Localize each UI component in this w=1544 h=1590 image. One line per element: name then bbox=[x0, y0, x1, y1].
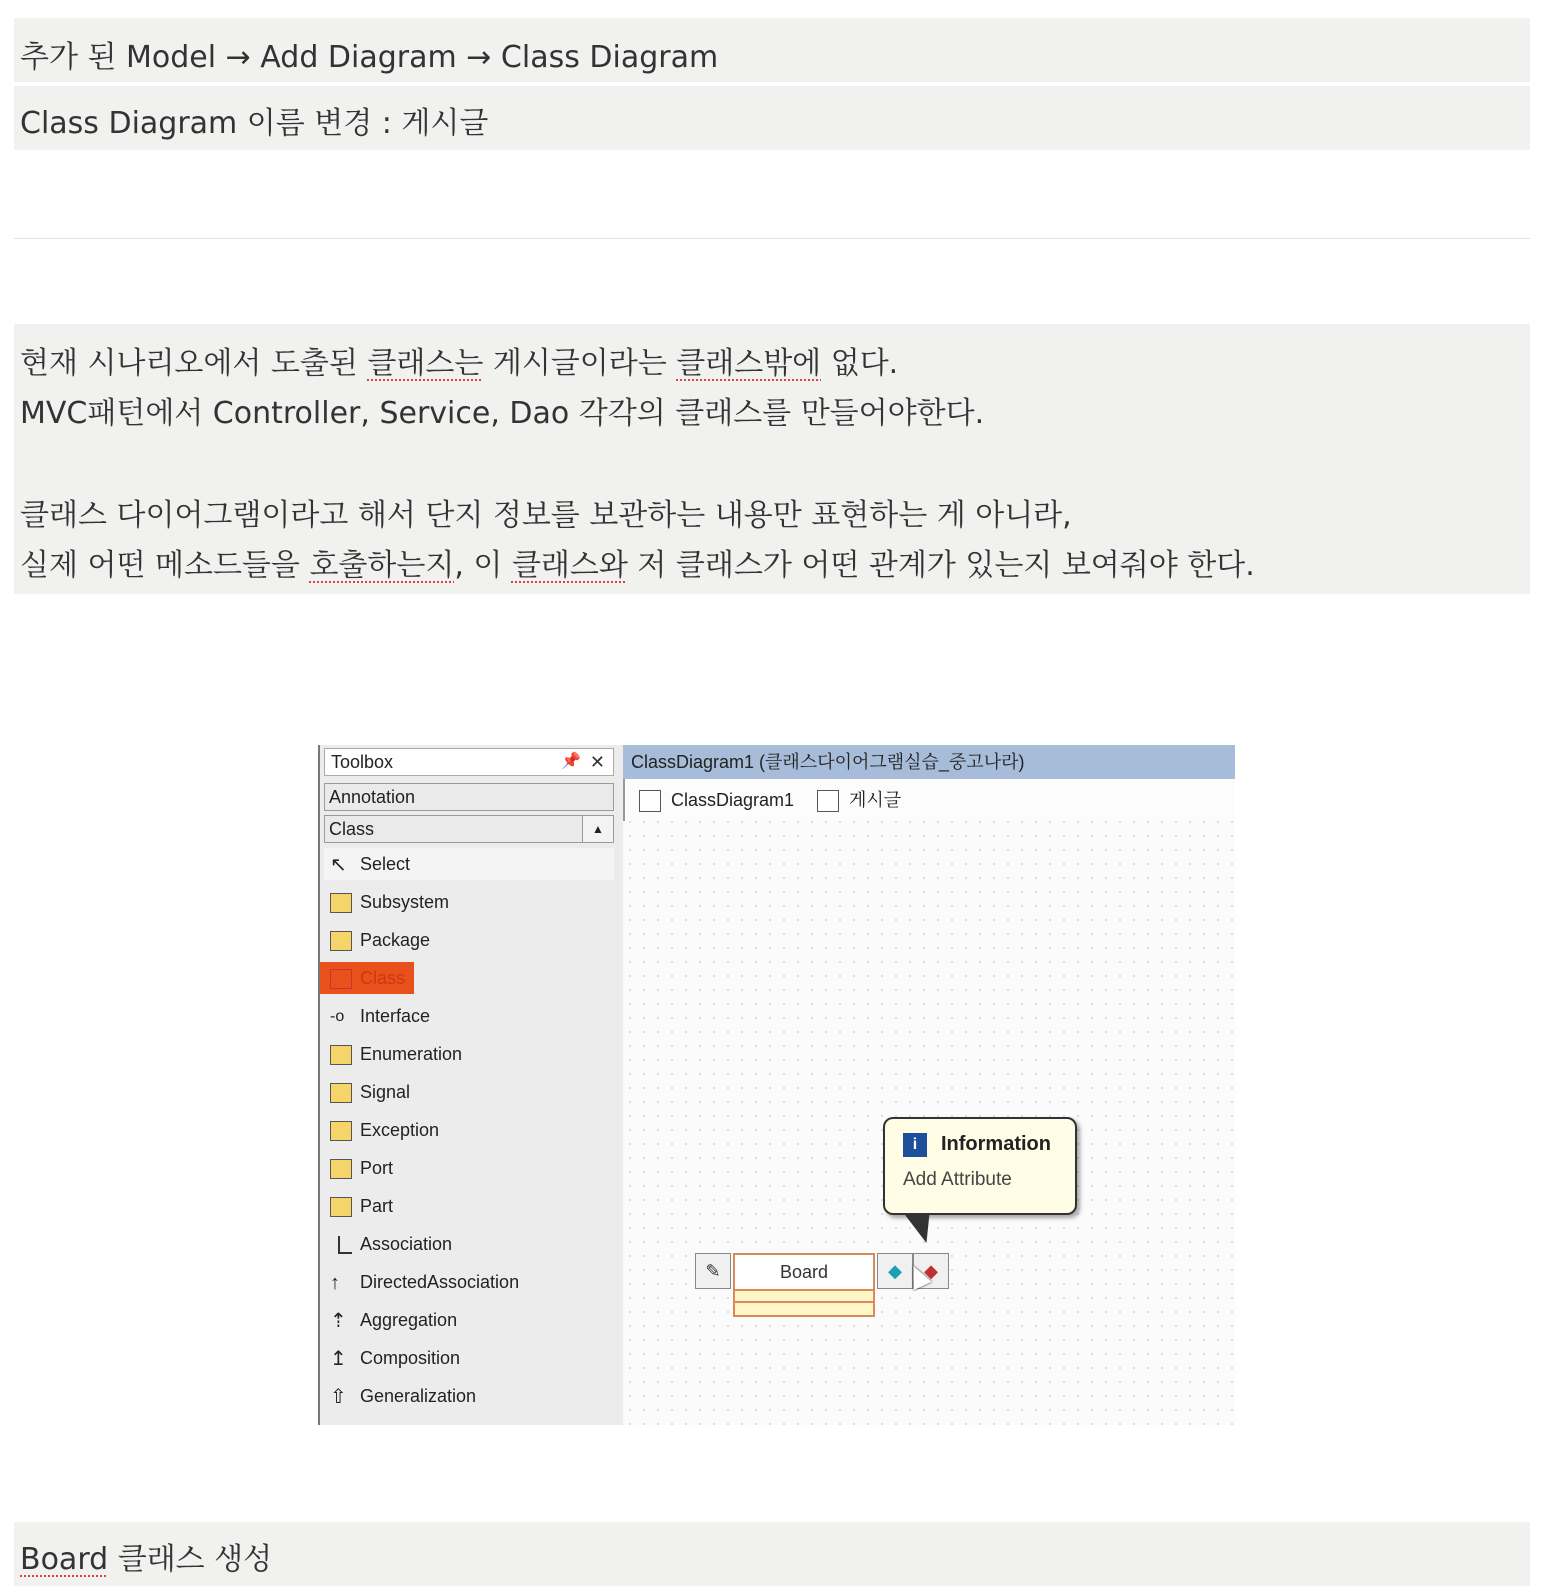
tool-association[interactable] bbox=[330, 1228, 452, 1260]
tool-label: Class bbox=[360, 968, 406, 988]
footer-note bbox=[14, 1522, 1530, 1586]
text-segment: , 이 bbox=[454, 548, 512, 583]
class-icon bbox=[330, 969, 352, 989]
group-label: Annotation bbox=[329, 787, 416, 807]
aggregation-icon: ⇡ bbox=[330, 1310, 347, 1333]
diagram-icon bbox=[817, 790, 839, 812]
tool-label: Association bbox=[360, 1234, 453, 1254]
tool-generalization[interactable] bbox=[330, 1380, 476, 1412]
class-edit-button[interactable] bbox=[695, 1253, 731, 1289]
toolbox-group-class[interactable] bbox=[324, 815, 614, 843]
tool-label: Signal bbox=[360, 1082, 411, 1102]
text-segment: 현재 시나리오에서 도출된 bbox=[20, 346, 368, 381]
tab-label: 게시글 bbox=[849, 790, 902, 810]
step-rename-note bbox=[14, 86, 1530, 150]
step-rename-text: Class Diagram 이름 변경 : 게시글 bbox=[20, 106, 489, 141]
tool-label: Part bbox=[360, 1196, 394, 1216]
explanation-block bbox=[14, 324, 1530, 594]
tool-label: Subsystem bbox=[360, 892, 450, 912]
diagram-window-title: ClassDiagram1 (클래스다이어그램실습_중고나라) bbox=[623, 745, 1235, 779]
association-icon bbox=[338, 1236, 352, 1254]
port-icon bbox=[330, 1159, 352, 1179]
tooltip-text: Add Attribute bbox=[903, 1169, 1012, 1190]
staruml-screenshot bbox=[318, 745, 1235, 1425]
tool-label: DirectedAssociation bbox=[360, 1272, 520, 1292]
group-label: Class bbox=[329, 819, 375, 839]
class-name-label: Board bbox=[735, 1255, 873, 1291]
tooltip-title: Information bbox=[941, 1133, 1051, 1155]
folder-icon bbox=[330, 931, 352, 951]
tool-package[interactable] bbox=[330, 924, 430, 956]
tool-label: Composition bbox=[360, 1348, 461, 1368]
text-segment: 클래스 생성 bbox=[108, 1542, 273, 1577]
diagram-canvas[interactable] bbox=[623, 745, 1235, 1425]
toolbox-title: Toolbox bbox=[331, 752, 394, 772]
scroll-up-icon[interactable]: ▲ bbox=[582, 816, 613, 842]
tool-label: Select bbox=[360, 854, 411, 874]
spellcheck-word: 호출하는지 bbox=[309, 548, 455, 583]
footer-text bbox=[20, 1534, 272, 1578]
tool-label: Aggregation bbox=[360, 1310, 458, 1330]
tool-directed-association[interactable] bbox=[330, 1266, 519, 1298]
tool-label: Package bbox=[360, 930, 431, 950]
spellcheck-word: 클래스밖에 bbox=[676, 346, 822, 381]
exception-icon bbox=[330, 1121, 352, 1141]
tool-part[interactable] bbox=[330, 1190, 393, 1222]
toolbox-group-annotation[interactable] bbox=[324, 783, 614, 811]
tool-class[interactable] bbox=[320, 962, 414, 994]
tool-signal[interactable] bbox=[330, 1076, 410, 1108]
tool-interface[interactable] bbox=[330, 1000, 430, 1032]
arrow-cursor-icon: ↖ bbox=[330, 854, 347, 877]
directed-association-icon: ↑ bbox=[330, 1272, 340, 1295]
text-segment: 저 클래스가 어떤 관계가 있는지 보여줘야 한다. bbox=[627, 548, 1255, 583]
diagram-icon bbox=[639, 790, 661, 812]
step-add-diagram-text: 추가 된 Model → Add Diagram → Class Diagram bbox=[20, 40, 719, 75]
spellcheck-word: 클래스는 bbox=[367, 346, 484, 381]
info-icon: i bbox=[903, 1133, 927, 1157]
tab-label: ClassDiagram1 bbox=[671, 790, 795, 810]
text-segment: 게시글이라는 bbox=[483, 346, 677, 381]
composition-icon: ↥ bbox=[330, 1348, 347, 1371]
explanation-line-1 bbox=[20, 338, 898, 382]
generalization-icon: ⇧ bbox=[330, 1386, 347, 1409]
horizontal-divider bbox=[14, 238, 1530, 239]
spellcheck-word: 클래스와 bbox=[511, 548, 628, 583]
toolbox-panel bbox=[318, 745, 623, 1425]
subsystem-icon bbox=[330, 893, 352, 913]
text-segment: 없다. bbox=[821, 346, 899, 381]
explanation-line-4 bbox=[20, 540, 1255, 584]
tab-classdiagram1[interactable] bbox=[639, 787, 794, 813]
signal-icon bbox=[330, 1083, 352, 1103]
tool-subsystem[interactable] bbox=[330, 886, 449, 918]
part-icon bbox=[330, 1197, 352, 1217]
enumeration-icon bbox=[330, 1045, 352, 1065]
interface-icon: -o bbox=[330, 1008, 345, 1026]
diagram-tabs bbox=[623, 779, 1235, 821]
tool-label: Interface bbox=[360, 1006, 431, 1026]
add-operation-icon: ◆ bbox=[924, 1261, 938, 1281]
tool-label: Port bbox=[360, 1158, 394, 1178]
step-add-diagram-note bbox=[14, 18, 1530, 82]
information-tooltip bbox=[883, 1117, 1077, 1215]
text-segment: 실제 어떤 메소드들을 bbox=[20, 548, 310, 583]
tool-label: Enumeration bbox=[360, 1044, 463, 1064]
tool-exception[interactable] bbox=[330, 1114, 439, 1146]
tool-port[interactable] bbox=[330, 1152, 393, 1184]
tool-label: Generalization bbox=[360, 1386, 477, 1406]
toolbox-title-bar bbox=[324, 748, 614, 776]
add-attribute-icon: ◆ bbox=[888, 1261, 902, 1281]
pencil-icon: ✎ bbox=[705, 1261, 721, 1281]
tool-select[interactable] bbox=[330, 848, 410, 880]
class-compartment-divider bbox=[735, 1301, 873, 1303]
close-icon[interactable]: ✕ bbox=[589, 752, 605, 772]
tool-aggregation[interactable] bbox=[330, 1304, 457, 1336]
spellcheck-word: Board bbox=[20, 1542, 109, 1577]
explanation-line-3: 클래스 다이어그램이라고 해서 단지 정보를 보관하는 내용만 표현하는 게 아니라, bbox=[20, 498, 1072, 533]
tab-post[interactable] bbox=[817, 787, 901, 813]
explanation-line-2: MVC패턴에서 Controller, Service, Dao 각각의 클래스를 만들어야한다. bbox=[20, 396, 985, 431]
tool-composition[interactable] bbox=[330, 1342, 460, 1374]
tool-enumeration[interactable] bbox=[330, 1038, 462, 1070]
tool-label: Exception bbox=[360, 1120, 440, 1140]
board-class-shape[interactable] bbox=[733, 1253, 875, 1317]
pin-icon[interactable]: 📌 bbox=[561, 753, 581, 770]
